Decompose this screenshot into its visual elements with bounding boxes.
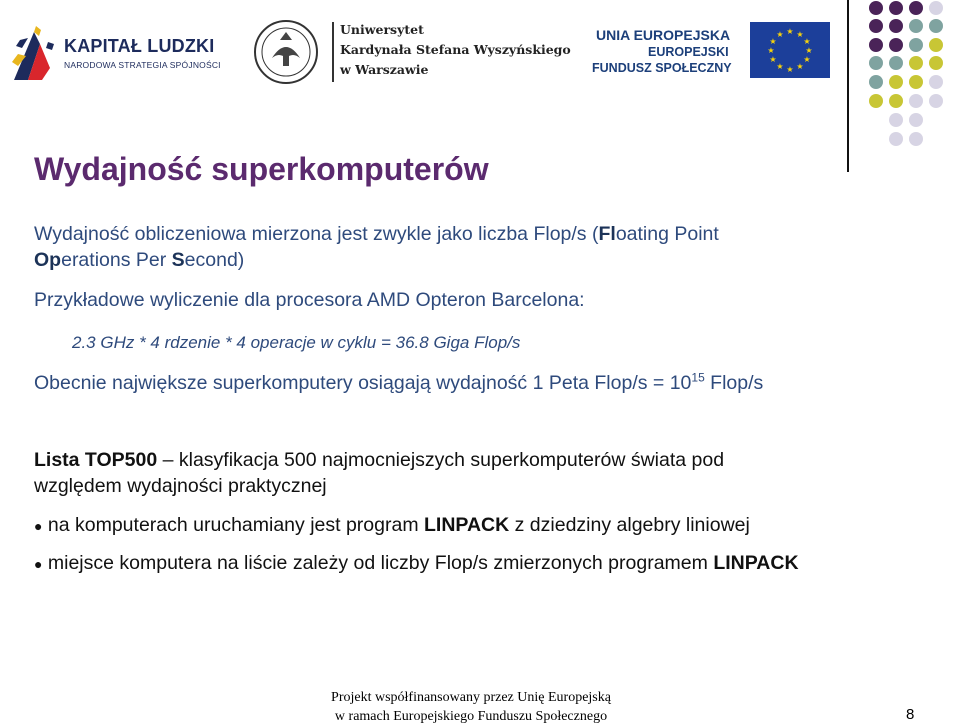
calculation-example: 2.3 GHz * 4 rdzenie * 4 operacje w cyklu = 36.8 Giga Flop/s: [72, 333, 521, 352]
kapital-ludzki-title: KAPITAŁ LUDZKI: [64, 36, 215, 56]
kapital-ludzki-logo: [6, 22, 221, 84]
flops-def-bold-s: S: [171, 249, 185, 271]
bullet-dot-icon: ●: [34, 518, 43, 534]
footer-line2: w ramach Europejskiego Funduszu Społecznego: [334, 709, 608, 724]
svg-text:★: ★: [767, 46, 775, 55]
university-divider: [332, 22, 334, 82]
paragraph-petaflop: [34, 370, 763, 396]
bullet-2-bold: LINPACK: [713, 552, 799, 574]
bullet-1-bold: LINPACK: [424, 514, 510, 536]
paragraph-top500: [34, 447, 724, 499]
svg-text:★: ★: [776, 30, 784, 39]
eu-flag-icon: [750, 22, 830, 78]
top500-rest: – klasyfikacja 500 najmocniejszych superkomputerów świata pod: [157, 449, 725, 471]
svg-text:★: ★: [796, 30, 804, 39]
svg-text:★: ★: [805, 46, 813, 55]
university-name-line3: w Warszawie: [340, 62, 429, 77]
bullet-1-tail: z dziedziny algebry liniowej: [509, 514, 750, 536]
svg-text:★: ★: [803, 37, 811, 46]
bullet-dot-icon: ●: [34, 556, 43, 572]
university-name-line2: Kardynała Stefana Wyszyńskiego: [340, 42, 571, 57]
university-name-line1: Uniwersytet: [340, 22, 424, 37]
eu-line2: EUROPEJSKI: [648, 45, 729, 59]
flops-def-bold-fl: Fl: [598, 223, 616, 245]
bullet-2-text: miejsce komputera na liście zależy od liczby Flop/s zmierzonych programem: [47, 552, 714, 574]
bullet-1-text: na komputerach uruchamiany jest program: [47, 514, 424, 536]
decorative-dot-grid: [866, 0, 960, 150]
svg-text:★: ★: [769, 37, 777, 46]
svg-text:★: ★: [803, 55, 811, 64]
flops-def-part-c: oating Point: [615, 223, 719, 245]
petaflop-tail: Flop/s: [704, 372, 764, 394]
footer-line1: Projekt współfinansowany przez Unię Europejską: [331, 690, 611, 705]
kapital-ludzki-subtitle: NARODOWA STRATEGIA SPÓJNOŚCI: [64, 60, 221, 70]
paragraph-example-intro: Przykładowe wyliczenie dla procesora AMD Opteron Barcelona:: [34, 289, 585, 311]
flops-def-part-e: econd): [184, 249, 245, 271]
eu-logo: [570, 8, 840, 88]
eu-line3: FUNDUSZ SPOŁECZNY: [592, 61, 732, 75]
top500-bold: Lista TOP500: [34, 449, 158, 471]
flops-def-part-d: erations Per: [61, 249, 172, 271]
university-seal-icon: [250, 18, 326, 86]
slide-title: Wydajność superkomputerów: [34, 151, 489, 187]
svg-text:★: ★: [769, 55, 777, 64]
paragraph-flops-definition: [34, 221, 719, 273]
svg-text:★: ★: [796, 62, 804, 71]
top500-line2: względem wydajności praktycznej: [34, 475, 327, 497]
petaflop-text: Obecnie największe superkomputery osiągają wydajność 1 Peta Flop/s = 10: [34, 372, 692, 394]
svg-text:★: ★: [776, 62, 784, 71]
svg-text:★: ★: [786, 27, 794, 36]
kapital-ludzki-emblem-icon: [6, 22, 62, 84]
eu-line1: UNIA EUROPEJSKA: [596, 27, 731, 43]
page-number: 8: [906, 706, 915, 723]
bullet-item-2: [34, 550, 799, 577]
flops-def-part-a: Wydajność obliczeniowa mierzona jest zwykle jako liczba Flop/s (: [34, 223, 599, 245]
petaflop-exponent: 15: [691, 370, 705, 385]
flops-def-bold-op: Op: [34, 249, 62, 271]
university-logo: [250, 18, 580, 86]
header-vertical-line: [847, 0, 849, 172]
bullet-item-1: [34, 512, 750, 539]
svg-text:★: ★: [786, 65, 794, 74]
